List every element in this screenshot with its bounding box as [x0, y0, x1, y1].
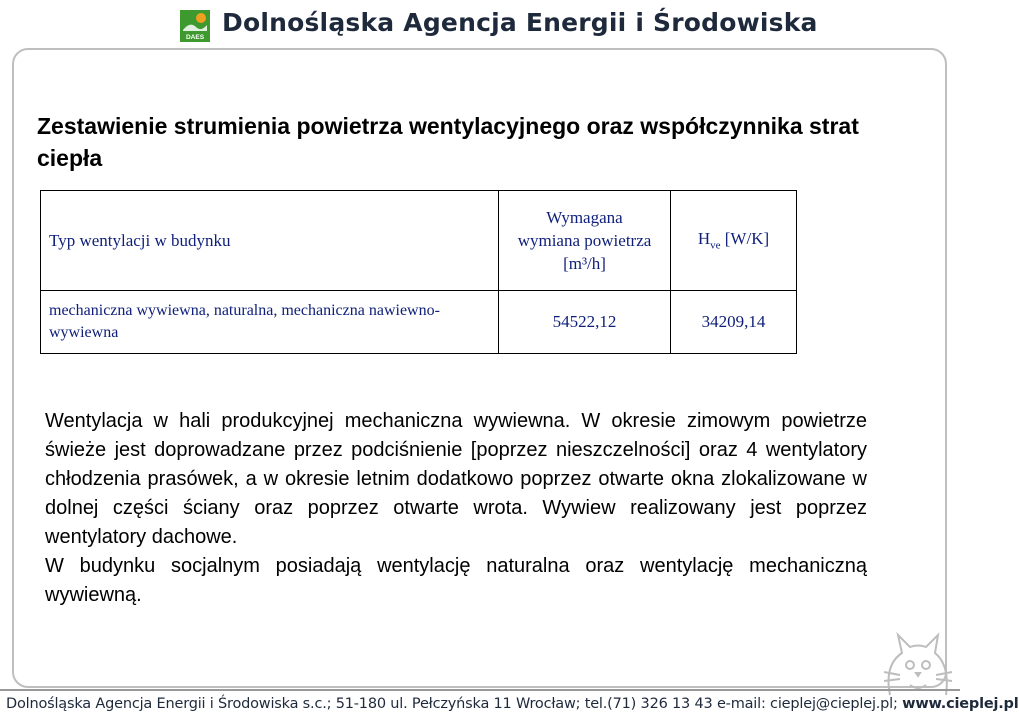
col-air-header-line2: wymiana powietrza: [517, 231, 652, 250]
footer-website-link[interactable]: www.cieplej.pl: [902, 696, 1019, 712]
col-air-header-line3: [m³/h]: [563, 254, 606, 273]
col-hve-unit: [W/K]: [720, 229, 770, 249]
ventilation-table: [40, 190, 797, 354]
table-header-row: [41, 191, 797, 291]
cell-air-exchange: 54522,12: [499, 291, 671, 354]
col-air-exchange-header: [499, 191, 671, 291]
footer-divider: [0, 689, 960, 691]
body-text: [45, 407, 867, 610]
logo-text: DAES: [185, 34, 205, 41]
col-air-header-line1: Wymagana: [546, 208, 623, 227]
paragraph-hall-ventilation: Wentylacja w hali produkcyjnej mechaniczna wywiewna. W okresie zimowym powietrze świeże jest doprowadzane przez podciśnienie [poprzez nieszczelności] oraz 4 wentylatory chłodzenia prasówek, a w okresie letnim dodatkowo poprzez otwarte okna zlokalizowane w dolnej części ściany oraz poprzez otwarte wrota. Wywiew realizowany jest poprzez wentylatory dachowe.: [45, 410, 867, 548]
footer: [6, 696, 1019, 712]
header: [0, 0, 960, 45]
paragraph-social-building: W budynku socjalnym posiadają wentylację naturalna oraz wentylację mechaniczną wywiewną.: [45, 555, 867, 606]
col-hve-header: [671, 191, 797, 291]
col-hve-subscript: ve: [710, 239, 721, 252]
cat-icon: [880, 625, 955, 697]
footer-address: Dolnośląska Agencja Energii i Środowiska s.c.; 51-180 ul. Pełczyńska 11 Wrocław; tel.(71) 326 13 43 e-mail: cieplej@cieplej.pl;: [6, 696, 898, 712]
col-type-header: Typ wentylacji w budynku: [41, 191, 499, 291]
slide-title: Zestawienie strumienia powietrza wentylacyjnego oraz współczynnika strat ciepła: [37, 113, 859, 171]
daes-logo-icon: [180, 10, 210, 42]
cell-hve: 34209,14: [671, 291, 797, 354]
organization-title: Dolnośląska Agencja Energii i Środowiska: [222, 8, 818, 37]
cell-ventilation-type: mechaniczna wywiewna, naturalna, mechaniczna nawiewno-wywiewna: [41, 291, 499, 354]
col-hve-symbol: H: [697, 229, 711, 249]
table-row: [41, 291, 797, 354]
